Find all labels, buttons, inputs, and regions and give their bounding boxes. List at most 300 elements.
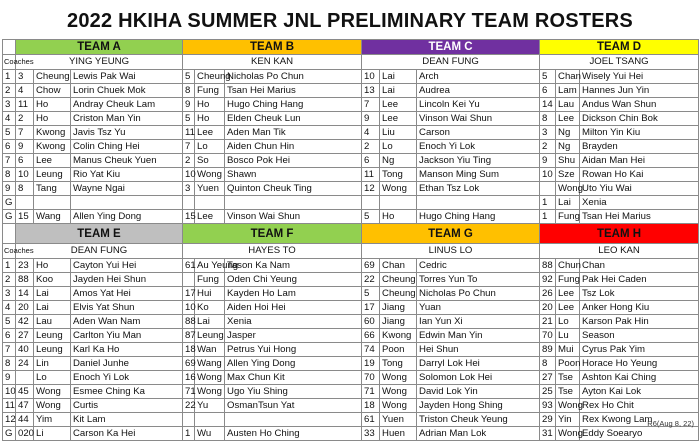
player-surname: Lin <box>34 357 71 371</box>
player-surname: Lee <box>556 287 580 301</box>
roster-row <box>3 70 699 84</box>
player-surname: Lai <box>34 301 71 315</box>
jersey-number: 10 <box>362 70 380 84</box>
roster-row <box>3 315 699 329</box>
player-surname: Ho <box>380 210 417 224</box>
player-given-name <box>417 196 540 210</box>
jersey-number: 93 <box>540 399 556 413</box>
jersey-number: 5 <box>183 70 195 84</box>
player-given-name: Cayton Yui Hei <box>71 259 183 273</box>
jersey-number: 5 <box>362 287 380 301</box>
coach-name: LEO KAN <box>540 244 699 259</box>
player-given-name: Aden Man Tik <box>225 126 362 140</box>
player-surname: Li <box>34 427 71 441</box>
row-label: 7 <box>3 154 16 168</box>
jersey-number: 4 <box>16 84 34 98</box>
player-given-name: Aidan Man Hei <box>580 154 699 168</box>
player-surname: Lee <box>34 154 71 168</box>
roster-row <box>3 154 699 168</box>
player-given-name: Hei Shun <box>417 343 540 357</box>
jersey-number: 89 <box>540 343 556 357</box>
jersey-number: 25 <box>540 385 556 399</box>
player-given-name: Solomon Lok Hei <box>417 371 540 385</box>
jersey-number: 20 <box>16 301 34 315</box>
jersey-number: 20 <box>540 301 556 315</box>
jersey-number: 7 <box>16 126 34 140</box>
player-surname: Lam <box>556 84 580 98</box>
team-header-row <box>3 224 699 244</box>
player-given-name: Yuan <box>417 301 540 315</box>
player-surname: Jiang <box>380 301 417 315</box>
jersey-number: 47 <box>16 399 34 413</box>
jersey-number <box>183 413 195 427</box>
jersey-number: 6 <box>540 84 556 98</box>
jersey-number: 22 <box>362 273 380 287</box>
player-surname: Fung <box>556 210 580 224</box>
player-given-name: Carson <box>417 126 540 140</box>
player-given-name: Nicholas Po Chun <box>417 287 540 301</box>
team-name-header: TEAM F <box>183 224 362 244</box>
row-label: 7 <box>3 343 16 357</box>
player-given-name: Anker Hong Kiu <box>580 301 699 315</box>
row-label: G <box>3 427 16 441</box>
player-given-name: Elden Cheuk Lun <box>225 112 362 126</box>
player-surname: Ng <box>556 126 580 140</box>
jersey-number: 2 <box>362 140 380 154</box>
player-surname: Ho <box>195 98 225 112</box>
player-surname: Tong <box>380 168 417 182</box>
jersey-number: 33 <box>362 427 380 441</box>
jersey-number: 27 <box>16 329 34 343</box>
jersey-number: 3 <box>540 126 556 140</box>
roster-row <box>3 399 699 413</box>
jersey-number: 71 <box>183 385 195 399</box>
player-surname: Lee <box>380 98 417 112</box>
coach-name: KEN KAN <box>183 55 362 70</box>
player-given-name: Nicholas Po Chun <box>225 70 362 84</box>
roster-row <box>3 357 699 371</box>
player-given-name: Ian Yun Xi <box>417 315 540 329</box>
jersey-number <box>183 196 195 210</box>
jersey-number: 13 <box>362 84 380 98</box>
roster-row <box>3 126 699 140</box>
player-given-name: Rex Kwong Lam <box>580 413 699 427</box>
row-label: 2 <box>3 273 16 287</box>
jersey-number: 69 <box>362 259 380 273</box>
player-surname: Tse <box>556 371 580 385</box>
jersey-number: 7 <box>362 98 380 112</box>
player-surname: Koo <box>34 273 71 287</box>
player-given-name: Lorin Chuek Mok <box>71 84 183 98</box>
player-surname: Lee <box>556 301 580 315</box>
team-name-header: TEAM G <box>362 224 540 244</box>
coach-name: LINUS LO <box>362 244 540 259</box>
player-given-name: Lincoln Kei Yu <box>417 98 540 112</box>
player-given-name: Xenia <box>225 315 362 329</box>
player-surname: Chow <box>34 84 71 98</box>
player-surname: Wong <box>556 427 580 441</box>
player-given-name: Jackson Yiu Ting <box>417 154 540 168</box>
jersey-number: 16 <box>183 371 195 385</box>
jersey-number <box>16 196 34 210</box>
jersey-number: 6 <box>16 154 34 168</box>
player-surname: Lai <box>556 196 580 210</box>
player-given-name: Austen Ho Ching <box>225 427 362 441</box>
player-given-name: Hugo Ching Hang <box>225 98 362 112</box>
player-surname: So <box>195 154 225 168</box>
player-given-name: Curtis <box>71 399 183 413</box>
player-surname: Lo <box>195 140 225 154</box>
page-title: 2022 HKIHA SUMMER JNL PRELIMINARY TEAM ROSTERS <box>67 10 633 32</box>
player-given-name: Jasper <box>225 329 362 343</box>
jersey-number: 15 <box>183 210 195 224</box>
player-surname: Cheung <box>380 273 417 287</box>
coach-name: JOEL TSANG <box>540 55 699 70</box>
team-header-row <box>3 40 699 55</box>
player-surname: Cheung <box>380 287 417 301</box>
roster-row <box>3 259 699 273</box>
jersey-number: 31 <box>540 427 556 441</box>
player-surname: Fung <box>195 273 225 287</box>
team-name-header: TEAM C <box>362 40 540 55</box>
player-surname: Mui <box>556 343 580 357</box>
player-surname <box>380 196 417 210</box>
jersey-number: 10 <box>540 168 556 182</box>
roster-row <box>3 273 699 287</box>
player-surname: Wong <box>34 399 71 413</box>
player-surname: Wong <box>195 168 225 182</box>
player-surname: Wong <box>34 385 71 399</box>
jersey-number: 18 <box>362 399 380 413</box>
player-given-name: Ugo Yiu Shing <box>225 385 362 399</box>
player-surname: Lu <box>556 329 580 343</box>
jersey-number: 1 <box>540 210 556 224</box>
player-surname: Yuen <box>195 182 225 196</box>
row-label: 11 <box>3 399 16 413</box>
jersey-number: 88 <box>183 315 195 329</box>
player-given-name: Elvis Yat Shun <box>71 301 183 315</box>
corner-cell <box>3 40 16 55</box>
player-given-name <box>225 413 362 427</box>
jersey-number: 18 <box>183 343 195 357</box>
player-surname: Wan <box>195 343 225 357</box>
player-surname: Huen <box>380 427 417 441</box>
jersey-number: 5 <box>362 210 380 224</box>
jersey-number: 15 <box>16 210 34 224</box>
jersey-number: 8 <box>540 112 556 126</box>
row-label: 9 <box>3 371 16 385</box>
player-surname: Lo <box>380 140 417 154</box>
player-given-name: Esmee Ching Ka <box>71 385 183 399</box>
player-surname: Poon <box>556 357 580 371</box>
jersey-number: 7 <box>183 140 195 154</box>
player-surname: Hui <box>195 287 225 301</box>
player-given-name: Dickson Chin Bok <box>580 112 699 126</box>
jersey-number: 8 <box>540 357 556 371</box>
jersey-number: 17 <box>183 287 195 301</box>
player-given-name: Andus Wan Shun <box>580 98 699 112</box>
player-given-name: Manson Ming Sum <box>417 168 540 182</box>
row-label: 1 <box>3 259 16 273</box>
jersey-number: 2 <box>16 112 34 126</box>
player-given-name: Carlton Yiu Man <box>71 329 183 343</box>
player-given-name: Max Chun Kit <box>225 371 362 385</box>
player-given-name: Darryl Lok Hei <box>417 357 540 371</box>
player-surname: Yin <box>556 413 580 427</box>
player-given-name: Tsz Lok <box>580 287 699 301</box>
jersey-number <box>362 196 380 210</box>
jersey-number: 10 <box>183 301 195 315</box>
player-surname: Lo <box>556 315 580 329</box>
jersey-number <box>183 273 195 287</box>
player-given-name: Wisely Yui Hei <box>580 70 699 84</box>
player-given-name: Allen Ying Dong <box>225 357 362 371</box>
player-given-name: Horace Ho Yeung <box>580 357 699 371</box>
player-surname: Lau <box>34 315 71 329</box>
jersey-number: 8 <box>183 84 195 98</box>
player-surname: Tse <box>556 385 580 399</box>
jersey-number: 1 <box>183 427 195 441</box>
player-surname: Jiang <box>380 315 417 329</box>
jersey-number: 6 <box>362 154 380 168</box>
jersey-number: 14 <box>16 287 34 301</box>
row-label: 3 <box>3 287 16 301</box>
roster-row <box>3 371 699 385</box>
player-surname: Tang <box>34 182 71 196</box>
jersey-number: 44 <box>16 413 34 427</box>
jersey-number: 66 <box>362 329 380 343</box>
player-given-name: Triston Cheuk Yeung <box>417 413 540 427</box>
player-given-name: Criston Man Yin <box>71 112 183 126</box>
player-given-name: Lewis Pak Wai <box>71 70 183 84</box>
jersey-number: 11 <box>362 168 380 182</box>
player-given-name: Andray Cheuk Lam <box>71 98 183 112</box>
row-label: 5 <box>3 315 16 329</box>
player-surname: Ho <box>34 259 71 273</box>
player-surname: Lee <box>380 112 417 126</box>
coach-name: HAYES TO <box>183 244 362 259</box>
roster-row <box>3 343 699 357</box>
player-surname: Wong <box>380 385 417 399</box>
player-surname: Tong <box>380 357 417 371</box>
player-surname: Ho <box>34 112 71 126</box>
jersey-number: 21 <box>540 315 556 329</box>
player-given-name: Javis Tsz Yu <box>71 126 183 140</box>
player-given-name: Rowan Ho Kai <box>580 168 699 182</box>
player-surname: Lai <box>380 84 417 98</box>
roster-row <box>3 329 699 343</box>
player-surname: Wong <box>195 371 225 385</box>
roster-row <box>3 98 699 112</box>
player-given-name: Audrea <box>417 84 540 98</box>
player-given-name: Xenia <box>580 196 699 210</box>
player-surname: Wong <box>556 399 580 413</box>
revision-note: R6(Aug 8, 22) <box>647 419 694 428</box>
player-surname: Yuen <box>380 413 417 427</box>
player-surname: Leung <box>34 168 71 182</box>
jersey-number: 020 <box>16 427 34 441</box>
player-given-name: OsmanTsun Yat <box>225 399 362 413</box>
player-given-name <box>71 196 183 210</box>
jersey-number: 23 <box>16 259 34 273</box>
player-given-name: Brayden <box>580 140 699 154</box>
player-given-name: Pak Hei Caden <box>580 273 699 287</box>
player-given-name: Eddy Soearyo <box>580 427 699 441</box>
player-given-name: Daniel Junhe <box>71 357 183 371</box>
player-surname: Fung <box>195 84 225 98</box>
player-surname: Leung <box>34 329 71 343</box>
coach-name: DEAN FUNG <box>362 55 540 70</box>
jersey-number: 87 <box>183 329 195 343</box>
player-given-name: Amos Yat Hei <box>71 287 183 301</box>
player-surname <box>195 196 225 210</box>
jersey-number: 1 <box>540 196 556 210</box>
player-given-name: Milton Yin Kiu <box>580 126 699 140</box>
coach-row <box>3 244 699 259</box>
roster-row <box>3 168 699 182</box>
player-given-name: Shawn <box>225 168 362 182</box>
jersey-number: 3 <box>183 182 195 196</box>
player-given-name: Bosco Pok Hei <box>225 154 362 168</box>
jersey-number: 69 <box>183 357 195 371</box>
jersey-number: 70 <box>540 329 556 343</box>
player-given-name: Karl Ka Ho <box>71 343 183 357</box>
jersey-number: 9 <box>540 154 556 168</box>
jersey-number: 29 <box>540 413 556 427</box>
jersey-number: 2 <box>183 154 195 168</box>
jersey-number: 88 <box>540 259 556 273</box>
row-label: G <box>3 210 16 224</box>
player-given-name: Colin Ching Hei <box>71 140 183 154</box>
team-name-header: TEAM A <box>16 40 183 55</box>
coach-row <box>3 55 699 70</box>
row-label: 8 <box>3 168 16 182</box>
roster-row <box>3 427 699 441</box>
row-label: 6 <box>3 140 16 154</box>
player-given-name: Aiden Chun Hin <box>225 140 362 154</box>
player-surname: Kwong <box>34 126 71 140</box>
player-given-name: Adrian Man Lok <box>417 427 540 441</box>
jersey-number: 5 <box>540 70 556 84</box>
player-given-name: Chan <box>580 259 699 273</box>
player-surname: Lee <box>556 112 580 126</box>
row-label: 5 <box>3 126 16 140</box>
player-surname: Ng <box>380 154 417 168</box>
jersey-number <box>16 371 34 385</box>
jersey-number <box>540 182 556 196</box>
player-surname: Liu <box>380 126 417 140</box>
jersey-number: 61 <box>183 259 195 273</box>
player-given-name: Tsan Hei Marius <box>580 210 699 224</box>
jersey-number: 9 <box>16 140 34 154</box>
player-surname: Au Yeung <box>195 259 225 273</box>
player-given-name: Petrus Yui Hong <box>225 343 362 357</box>
player-given-name: Torres Yun To <box>417 273 540 287</box>
player-given-name: Vinson Wai Shun <box>417 112 540 126</box>
jersey-number: 5 <box>183 112 195 126</box>
player-given-name: Quinton Cheuk Ting <box>225 182 362 196</box>
player-surname: Lau <box>556 98 580 112</box>
jersey-number: 70 <box>362 371 380 385</box>
player-given-name: Uto Yiu Wai <box>580 182 699 196</box>
player-given-name: Ethan Tsz Lok <box>417 182 540 196</box>
player-surname: Yim <box>34 413 71 427</box>
player-surname: Cheung <box>195 70 225 84</box>
player-surname: Lai <box>34 287 71 301</box>
row-label: 10 <box>3 385 16 399</box>
row-label: 4 <box>3 301 16 315</box>
roster-row <box>3 301 699 315</box>
player-surname: Leung <box>34 343 71 357</box>
player-given-name: Cyrus Pak Yim <box>580 343 699 357</box>
player-surname: Chan <box>380 259 417 273</box>
row-label: 1 <box>3 70 16 84</box>
roster-row <box>3 413 699 427</box>
player-surname: Wong <box>380 371 417 385</box>
roster-row <box>3 287 699 301</box>
player-surname: Chan <box>556 70 580 84</box>
player-surname: Kwong <box>34 140 71 154</box>
player-given-name: Enoch Yi Lok <box>417 140 540 154</box>
row-label: 6 <box>3 329 16 343</box>
player-surname: Sze <box>556 168 580 182</box>
row-label: 8 <box>3 357 16 371</box>
player-given-name: Kayden Ho Lam <box>225 287 362 301</box>
player-given-name: David Lok Yin <box>417 385 540 399</box>
player-given-name: Tason Ka Nam <box>225 259 362 273</box>
player-given-name: Rex Ho Chit <box>580 399 699 413</box>
coaches-label: Coaches <box>3 55 16 70</box>
player-surname: Chun <box>556 259 580 273</box>
jersey-number: 10 <box>16 168 34 182</box>
jersey-number: 27 <box>540 371 556 385</box>
player-surname: Wong <box>556 182 580 196</box>
jersey-number: 22 <box>183 399 195 413</box>
roster-row <box>3 196 699 210</box>
player-given-name: Wayne Ngai <box>71 182 183 196</box>
player-given-name: Rio Yat Kiu <box>71 168 183 182</box>
team-name-header: TEAM D <box>540 40 699 55</box>
roster-row <box>3 210 699 224</box>
jersey-number: 17 <box>362 301 380 315</box>
jersey-number: 2 <box>540 140 556 154</box>
jersey-number: 8 <box>16 182 34 196</box>
player-given-name: Karson Pak Hin <box>580 315 699 329</box>
jersey-number: 92 <box>540 273 556 287</box>
player-surname: Wong <box>380 399 417 413</box>
player-surname: Lee <box>195 126 225 140</box>
jersey-number: 12 <box>362 182 380 196</box>
player-given-name: Hugo Ching Hang <box>417 210 540 224</box>
player-surname: Cheung <box>34 70 71 84</box>
roster-row <box>3 84 699 98</box>
player-given-name: Allen Ying Dong <box>71 210 183 224</box>
player-given-name: Tsan Hei Marius <box>225 84 362 98</box>
corner-cell <box>3 224 16 244</box>
player-surname: Ho <box>34 98 71 112</box>
roster-row <box>3 385 699 399</box>
player-surname: Lo <box>34 371 71 385</box>
row-label: 2 <box>3 84 16 98</box>
coach-name: YING YEUNG <box>16 55 183 70</box>
player-surname: Fung <box>556 273 580 287</box>
player-surname: Ko <box>195 301 225 315</box>
coaches-label: Coaches <box>3 244 16 259</box>
player-given-name: Manus Cheuk Yuen <box>71 154 183 168</box>
player-surname: Poon <box>380 343 417 357</box>
player-given-name: Kit Lam <box>71 413 183 427</box>
player-surname: Shu <box>556 154 580 168</box>
